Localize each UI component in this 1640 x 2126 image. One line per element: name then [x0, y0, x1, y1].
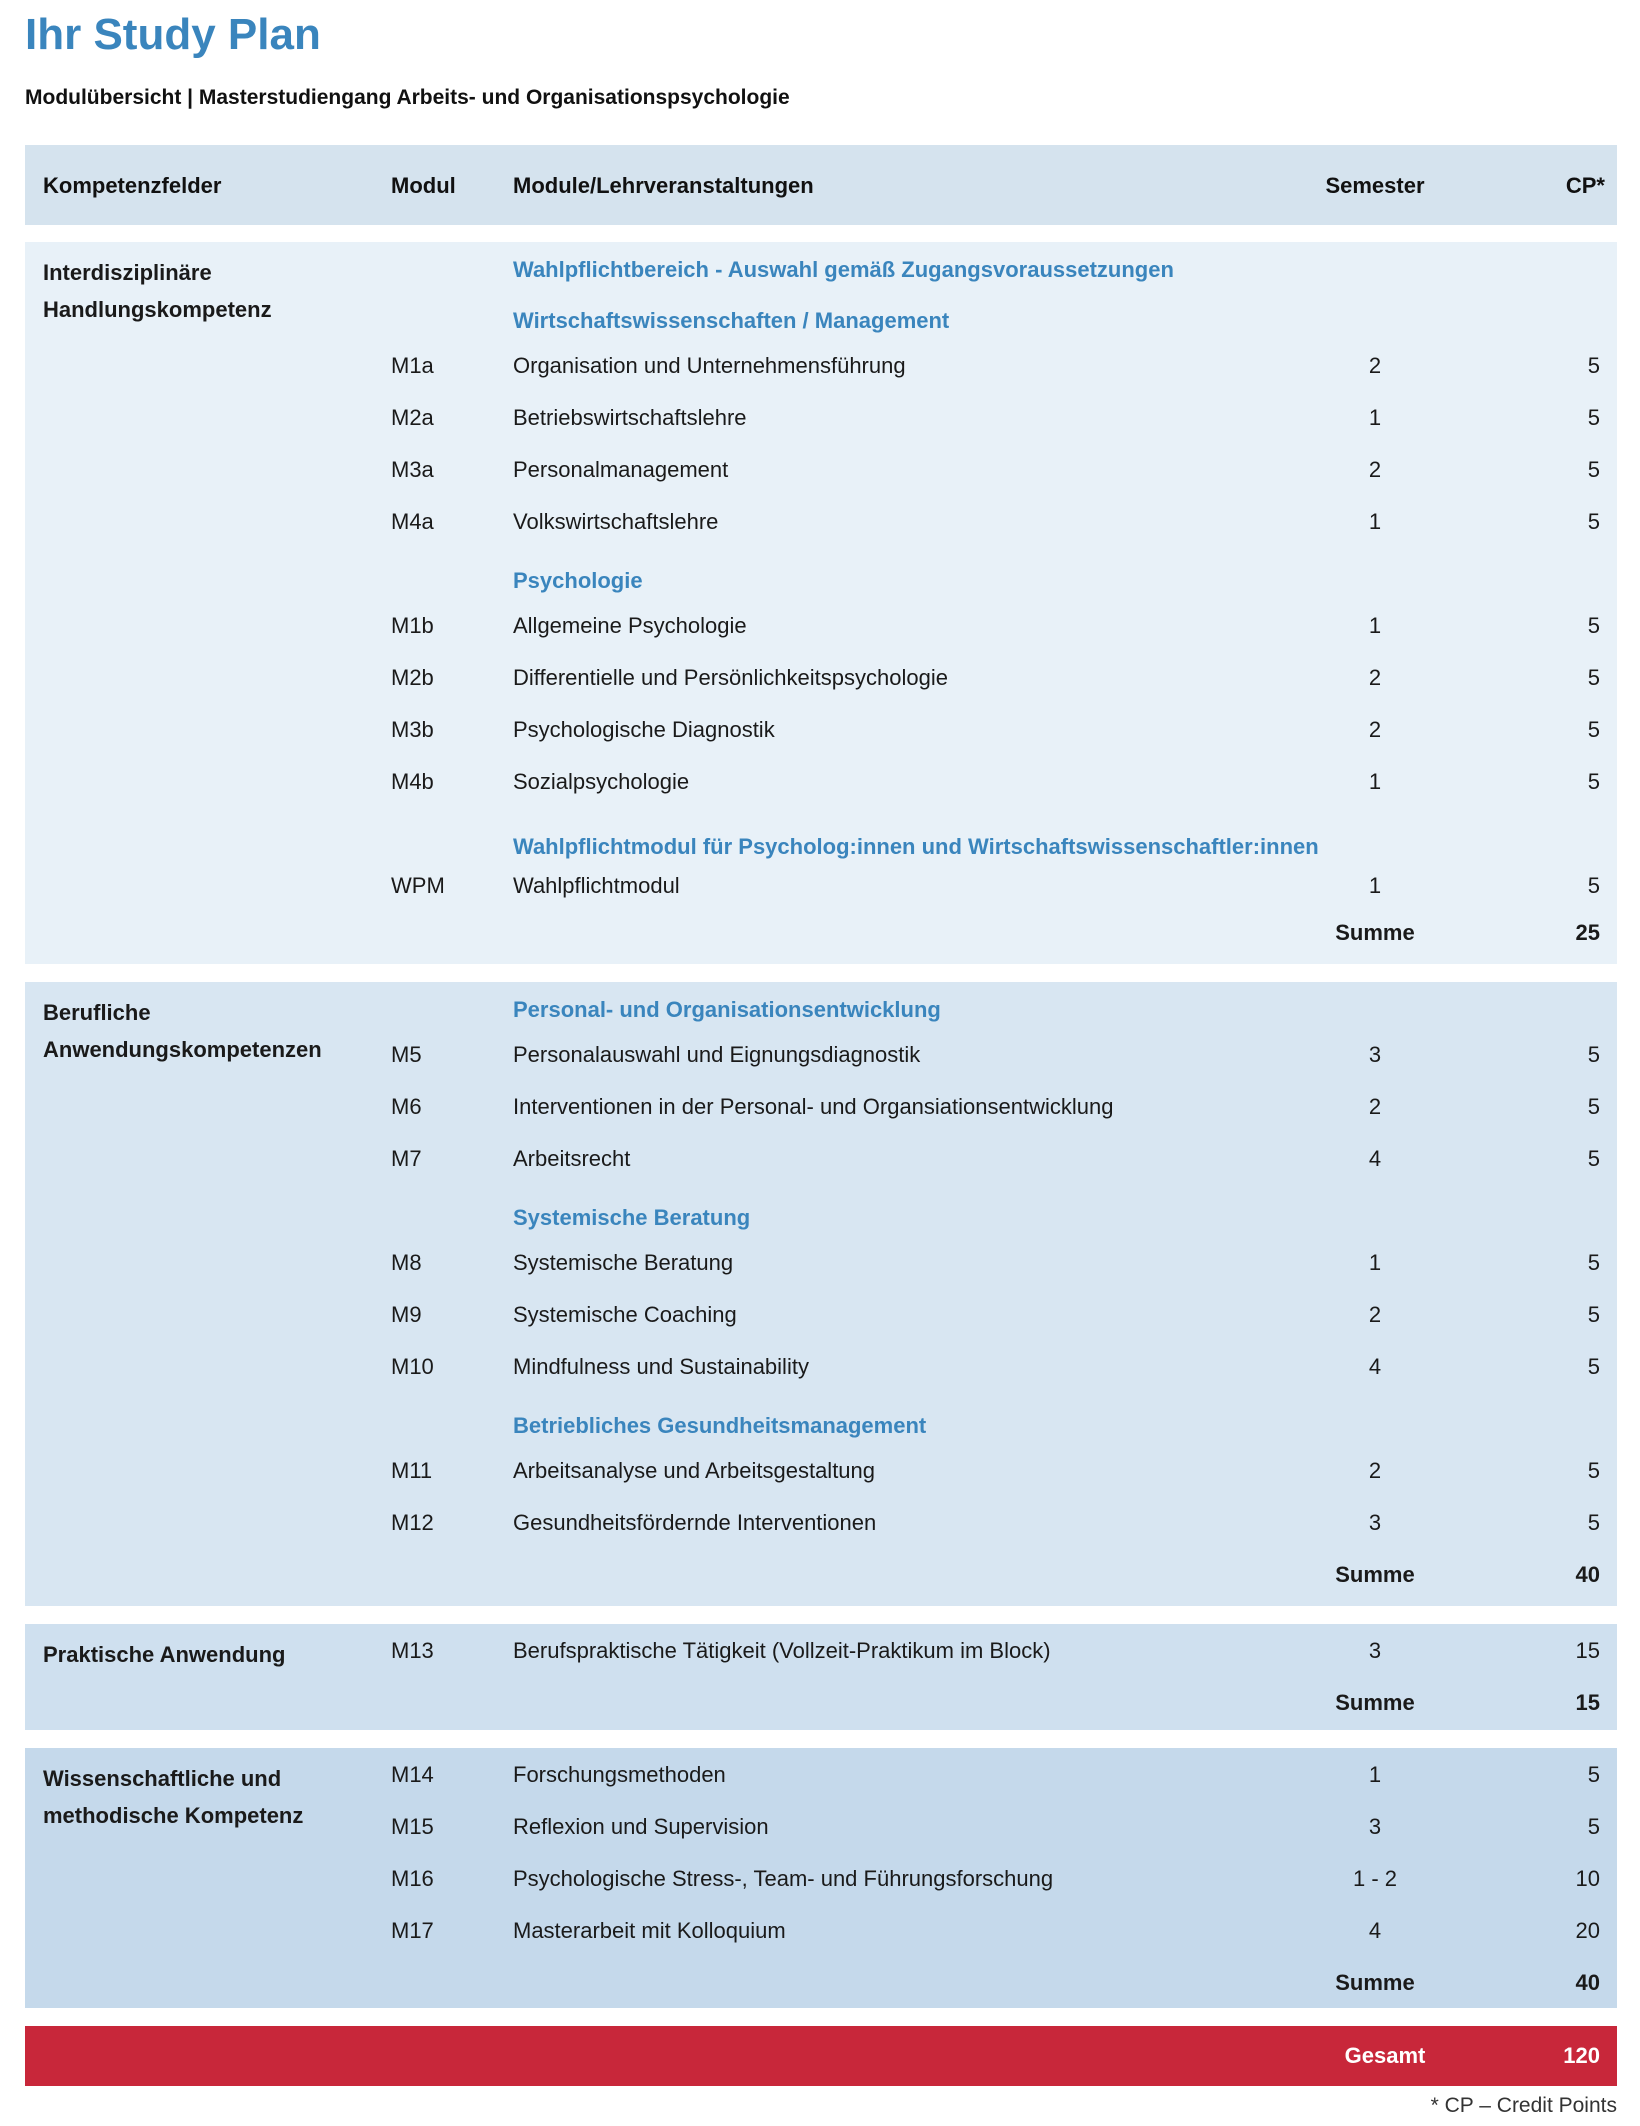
header-modul: Modul — [391, 173, 456, 198]
kompetenzfeld-label: Praktische Anwendung — [43, 1642, 286, 1667]
module-code: M2b — [391, 665, 434, 690]
module-cp: 5 — [1587, 1354, 1600, 1379]
group-title: Wirtschaftswissenschaften / Management — [513, 308, 950, 333]
module-name: Personalmanagement — [513, 457, 729, 482]
sum-value: 40 — [1575, 1562, 1600, 1587]
module-code: M2a — [391, 405, 434, 430]
module-semester: 1 — [1368, 509, 1382, 534]
kompetenzfeld-label: Wissenschaftliche und methodische Kompetenz — [43, 1766, 304, 1828]
module-semester: 1 — [1368, 1250, 1382, 1275]
header-module: Module/Lehrveranstaltungen — [513, 173, 814, 198]
module-cp: 5 — [1587, 1510, 1600, 1535]
module-cp: 5 — [1587, 509, 1600, 534]
module-code: M1b — [391, 613, 434, 638]
section-wissenschaftliche-kompetenz — [25, 1748, 1617, 2008]
sum-label: Summe — [1335, 1970, 1415, 1995]
module-name: Allgemeine Psychologie — [513, 613, 747, 638]
module-semester: 1 — [1368, 769, 1382, 794]
module-code: M9 — [391, 1302, 422, 1327]
module-semester: 1 — [1368, 405, 1382, 430]
module-semester: 2 — [1368, 665, 1382, 690]
module-semester: 4 — [1368, 1146, 1382, 1171]
module-cp: 5 — [1587, 717, 1600, 742]
module-name: Betriebswirtschaftslehre — [513, 405, 747, 430]
module-name: Mindfulness und Sustainability — [513, 1354, 809, 1379]
module-code: M15 — [391, 1814, 434, 1839]
module-name: Psychologische Stress-, Team- und Führungsforschung — [513, 1866, 1054, 1891]
module-code: M12 — [391, 1510, 434, 1535]
module-code: WPM — [391, 873, 445, 898]
module-cp: 10 — [1575, 1866, 1600, 1891]
header-kompetenzfelder: Kompetenzfelder — [43, 173, 222, 198]
module-cp: 5 — [1587, 613, 1600, 638]
module-cp: 5 — [1587, 353, 1600, 378]
section-berufliche-anwendungskompetenzen — [25, 982, 1617, 1606]
module-name: Wahlpflichtmodul — [513, 873, 680, 898]
group-title: Systemische Beratung — [513, 1205, 751, 1230]
module-cp: 5 — [1587, 1146, 1600, 1171]
module-code: M4b — [391, 769, 434, 794]
module-code: M7 — [391, 1146, 422, 1171]
module-semester: 2 — [1368, 457, 1382, 482]
module-semester: 1 - 2 — [1352, 1866, 1398, 1891]
group-title: Personal- und Organisationsentwicklung — [513, 997, 941, 1022]
module-name: Gesundheitsfördernde Interventionen — [513, 1510, 877, 1535]
kompetenzfeld-label: Interdisziplinäre Handlungskompetenz — [43, 260, 272, 322]
module-name: Arbeitsanalyse und Arbeitsgestaltung — [513, 1458, 876, 1483]
total-bar — [25, 2026, 1617, 2086]
page-title: Ihr Study Plan — [25, 10, 321, 59]
module-semester: 3 — [1368, 1814, 1382, 1839]
module-semester: 1 — [1368, 1762, 1382, 1787]
module-code: M3a — [391, 457, 434, 482]
table-header — [25, 145, 1617, 225]
module-name: Forschungsmethoden — [513, 1762, 726, 1787]
header-cp: CP* — [1565, 173, 1605, 198]
module-semester: 3 — [1368, 1510, 1382, 1535]
module-cp: 5 — [1587, 1458, 1600, 1483]
page-subtitle: Modulübersicht | Masterstudiengang Arbeits- und Organisationspsychologie — [25, 86, 790, 109]
section-praktische-anwendung — [25, 1624, 1617, 1730]
total-value: 120 — [1563, 2043, 1600, 2068]
module-name: Volkswirtschaftslehre — [513, 509, 719, 534]
header-semester: Semester — [1325, 173, 1425, 198]
module-semester: 2 — [1368, 1302, 1382, 1327]
sum-value: 25 — [1575, 920, 1600, 945]
sum-label: Summe — [1335, 1562, 1415, 1587]
module-name: Arbeitsrecht — [513, 1146, 631, 1171]
module-cp: 5 — [1587, 1814, 1600, 1839]
module-semester: 2 — [1368, 1458, 1382, 1483]
module-name: Masterarbeit mit Kolloquium — [513, 1918, 786, 1943]
sum-label: Summe — [1335, 1690, 1415, 1715]
module-semester: 1 — [1368, 873, 1382, 898]
module-code: M3b — [391, 717, 434, 742]
module-code: M17 — [391, 1918, 434, 1943]
module-semester: 2 — [1368, 353, 1382, 378]
module-cp: 5 — [1587, 769, 1600, 794]
module-cp: 5 — [1587, 1250, 1600, 1275]
module-semester: 2 — [1368, 717, 1382, 742]
module-semester: 4 — [1368, 1918, 1382, 1943]
module-code: M14 — [391, 1762, 434, 1787]
group-title: Wahlpflichtmodul für Psycholog:innen und Wirtschaftswissenschaftler:innen — [513, 834, 1319, 859]
module-code: M10 — [391, 1354, 434, 1379]
module-code: M4a — [391, 509, 434, 534]
module-cp: 20 — [1575, 1918, 1600, 1943]
module-cp: 5 — [1587, 1042, 1600, 1067]
module-code: M11 — [391, 1458, 433, 1483]
module-cp: 5 — [1587, 1762, 1600, 1787]
module-code: M16 — [391, 1866, 434, 1891]
module-code: M6 — [391, 1094, 422, 1119]
module-semester: 4 — [1368, 1354, 1382, 1379]
module-code: M1a — [391, 353, 434, 378]
kompetenzfeld-label: Berufliche Anwendungskompetenzen — [43, 1000, 322, 1062]
module-name: Differentielle und Persönlichkeitspsychologie — [513, 665, 948, 690]
group-title: Wahlpflichtbereich - Auswahl gemäß Zugangsvoraussetzungen — [513, 257, 1174, 282]
module-cp: 5 — [1587, 665, 1600, 690]
module-name: Sozialpsychologie — [513, 769, 690, 794]
module-name: Organisation und Unternehmensführung — [513, 353, 906, 378]
module-name: Personalauswahl und Eignungsdiagnostik — [513, 1042, 921, 1067]
footnote: * CP – Credit Points — [1430, 2094, 1617, 2117]
sum-value: 15 — [1575, 1690, 1600, 1715]
group-title: Psychologie — [513, 568, 643, 593]
module-semester: 3 — [1368, 1042, 1382, 1067]
section-interdisziplinaere-handlungskompetenz — [25, 242, 1617, 964]
sum-value: 40 — [1575, 1970, 1600, 1995]
module-name: Systemische Beratung — [513, 1250, 734, 1275]
module-name: Systemische Coaching — [513, 1302, 737, 1327]
module-code: M13 — [391, 1638, 434, 1663]
module-code: M8 — [391, 1250, 422, 1275]
module-semester: 2 — [1368, 1094, 1382, 1119]
module-cp: 5 — [1587, 1302, 1600, 1327]
module-code: M5 — [391, 1042, 422, 1067]
module-cp: 5 — [1587, 405, 1600, 430]
module-cp: 5 — [1587, 873, 1600, 898]
module-cp: 5 — [1587, 457, 1600, 482]
total-label: Gesamt — [1344, 2043, 1426, 2068]
module-semester: 3 — [1368, 1638, 1382, 1663]
module-name: Interventionen in der Personal- und Organsiationsentwicklung — [513, 1094, 1114, 1119]
module-name: Berufspraktische Tätigkeit (Vollzeit-Praktikum im Block) — [513, 1638, 1051, 1663]
module-name: Reflexion und Supervision — [513, 1814, 769, 1839]
module-name: Psychologische Diagnostik — [513, 717, 775, 742]
module-cp: 15 — [1575, 1638, 1600, 1663]
module-cp: 5 — [1587, 1094, 1600, 1119]
group-title: Betriebliches Gesundheitsmanagement — [513, 1413, 927, 1438]
module-semester: 1 — [1368, 613, 1382, 638]
sum-label: Summe — [1335, 920, 1415, 945]
